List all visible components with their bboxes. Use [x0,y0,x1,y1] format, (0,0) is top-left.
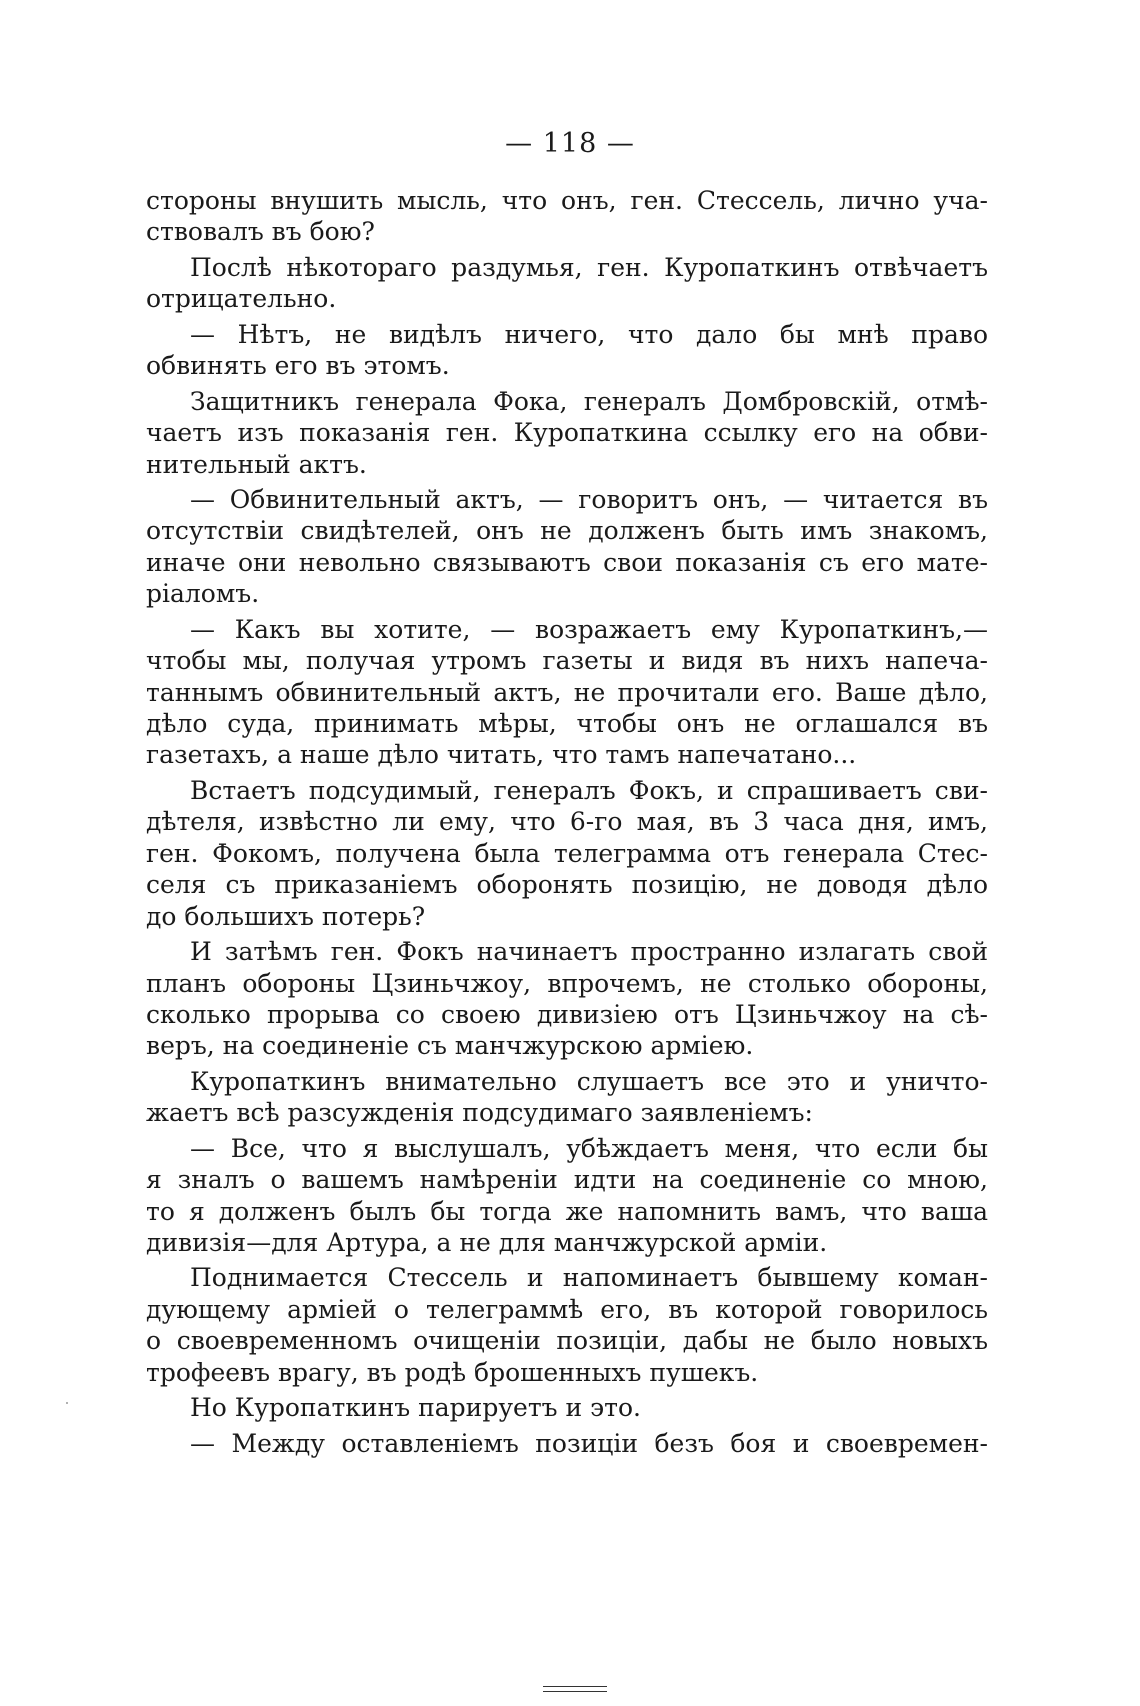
text-line: газетахъ, а наше дѣло читать, что тамъ напечатано... [146,740,857,770]
text-line: чаетъ изъ показанія ген. Куропаткина ссылку его на обви- [146,418,988,448]
text-line: веръ, на соединеніе съ манчжурскою арміею. [146,1031,754,1061]
text-line: то я долженъ былъ бы тогда же напомнить вамъ, что ваша [146,1196,988,1226]
bottom-rule [543,1691,607,1692]
text-line: — Между оставленіемъ позиціи безъ боя и своевремен- [190,1428,988,1458]
page-number: — 118 — [505,128,635,159]
margin-speck [66,1402,68,1404]
text-line: до большихъ потерь? [146,901,426,931]
text-line: — Какъ вы хотите, — возражаетъ ему Куропаткинъ,— [190,614,988,644]
text-line: жаетъ всѣ разсужденія подсудимаго заявленіемъ: [146,1098,813,1128]
text-line: трофеевъ врагу, въ родѣ брошенныхъ пушекъ. [146,1357,759,1387]
text-line: стороны внушить мысль, что онъ, ген. Стессель, лично уча- [146,186,988,215]
text-line: обвинять его въ этомъ. [146,351,450,381]
text-line: дѣтеля, извѣстно ли ему, что 6-го мая, въ 3 часа дня, имъ, [146,807,988,837]
text-line: ствовалъ въ бою? [146,217,375,247]
text-line: Встаетъ подсудимый, генералъ Фокъ, и спрашиваетъ сви- [190,775,988,805]
text-line: о своевременномъ очищеніи позиціи, дабы не было новыхъ [146,1326,988,1356]
text-line: Защитникъ генерала Фока, генералъ Домбровскій, отмѣ- [190,386,988,416]
text-line: иначе они невольно связываютъ свои показанія съ его мате- [146,547,988,577]
text-line: ріаломъ. [146,579,260,609]
text-line: Послѣ нѣкотораго раздумья, ген. Куропаткинъ отвѣчаетъ [190,252,988,282]
text-line: — Все, что я выслушалъ, убѣждаетъ меня, что если бы [190,1133,988,1163]
bottom-rule [543,1686,607,1687]
text-line: я зналъ о вашемъ намѣреніи идти на соединеніе со мною, [146,1165,988,1195]
text-line: ген. Фокомъ, получена была телеграмма отъ генерала Стес- [146,838,988,868]
text-line: отрицательно. [146,284,337,314]
text-line: селя съ приказаніемъ оборонять позицію, не доводя дѣло [146,870,988,900]
text-line: Куропаткинъ внимательно слушаетъ все это и уничто- [190,1066,988,1096]
text-line: — Нѣтъ, не видѣлъ ничего, что дало бы мнѣ право [190,319,988,349]
text-line: сколько прорыва со своею дивизіею отъ Цзиньчжоу на сѣ- [146,999,988,1029]
text-line: Поднимается Стессель и напоминаетъ бывшему коман- [190,1263,988,1293]
text-line: — Обвинительный актъ, — говоритъ онъ, — читается въ [190,484,988,514]
text-line: дѣло суда, принимать мѣры, чтобы онъ не оглашался въ [146,709,988,738]
text-line: отсутствіи свидѣтелей, онъ не долженъ быть имъ знакомъ, [146,516,988,546]
text-line: чтобы мы, получая утромъ газеты и видя въ нихъ напеча- [146,646,988,676]
text-line: И затѣмъ ген. Фокъ начинаетъ пространно излагать свой [190,937,988,967]
body-text [146,185,988,1459]
text-line: дивизія—для Артура, а не для манчжурской арміи. [146,1228,828,1257]
text-line: нительный актъ. [146,449,367,479]
text-line: Но Куропаткинъ парируетъ и это. [190,1393,641,1423]
text-line: таннымъ обвинительный актъ, не прочитали его. Ваше дѣло, [146,677,988,707]
text-line: дующему арміей о телеграммѣ его, въ которой говорилось [146,1294,988,1324]
text-line: планъ обороны Цзиньчжоу, впрочемъ, не столько обороны, [146,968,988,998]
